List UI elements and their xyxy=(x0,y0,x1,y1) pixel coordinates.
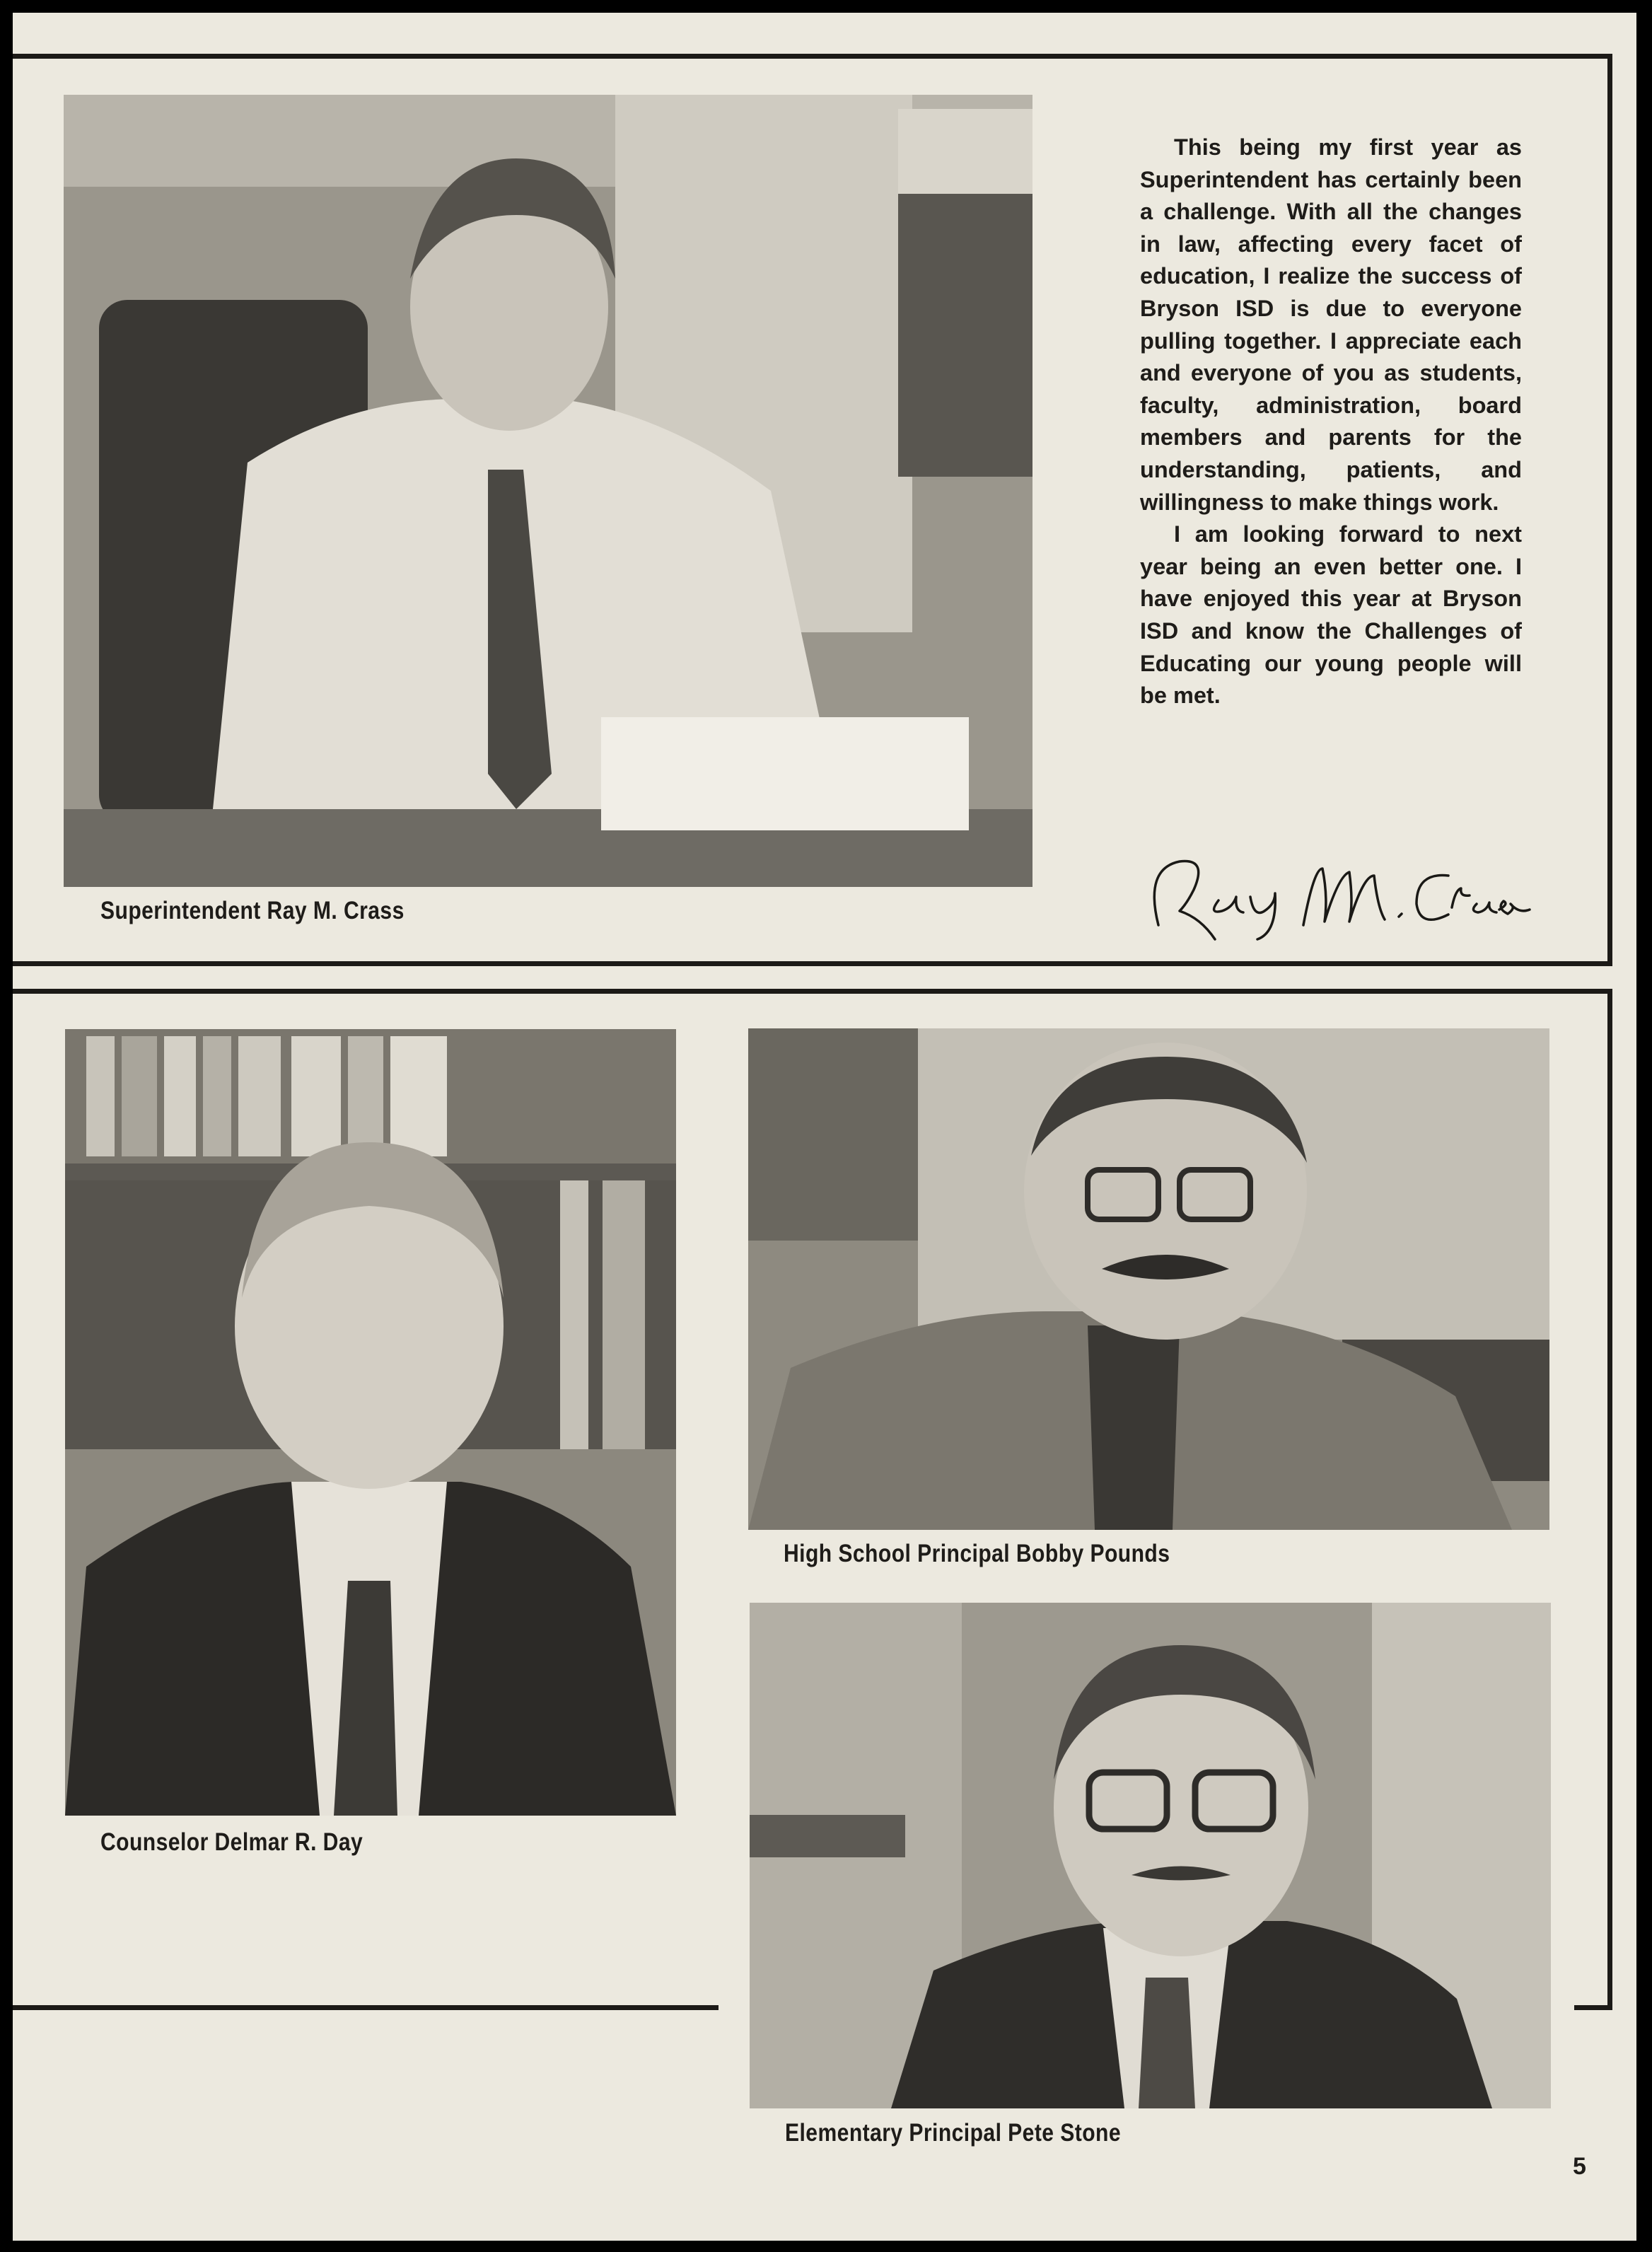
elementary-principal-photo xyxy=(750,1603,1551,2108)
bottom-box-top-border xyxy=(13,989,1612,994)
superintendent-letter xyxy=(1140,132,1522,712)
counselor-photo-image xyxy=(65,1029,676,1816)
high-school-principal-caption: High School Principal Bobby Pounds xyxy=(784,1540,1170,1567)
high-school-principal-photo-image xyxy=(748,1028,1549,1530)
counselor-photo xyxy=(65,1029,676,1816)
superintendent-photo-image xyxy=(64,95,1032,887)
elementary-principal-caption: Elementary Principal Pete Stone xyxy=(785,2119,1122,2147)
high-school-principal-photo xyxy=(748,1028,1549,1530)
superintendent-photo xyxy=(64,95,1032,887)
superintendent-signature xyxy=(1137,840,1533,946)
bottom-box-bottom-right-border xyxy=(1574,2005,1612,2010)
superintendent-caption: Superintendent Ray M. Crass xyxy=(100,897,405,924)
top-box-right-border xyxy=(1607,54,1612,966)
yearbook-page xyxy=(13,13,1636,2241)
letter-paragraph-2: I am looking forward to next year being an even better one. I have enjoyed this year at Bryson ISD and know the Challenges of Educating our young people will be met. xyxy=(1140,521,1522,709)
elementary-principal-photo-image xyxy=(750,1603,1551,2108)
top-box-bottom-border xyxy=(13,961,1612,966)
top-box-top-border xyxy=(13,54,1612,59)
page-number: 5 xyxy=(1573,2153,1586,2180)
bottom-box-right-border xyxy=(1607,989,1612,2010)
letter-paragraph-1: This being my first year as Superintendent has certainly been a challenge. With all the changes in law, affecting every facet of education, I realize the success of Bryson ISD is due to everyone pulling together. I appreciate each and everyone of you as students, faculty, administration, board members and parents for the understanding, patients, and willingness to make things work. xyxy=(1140,134,1522,515)
bottom-box-bottom-left-border xyxy=(13,2005,719,2010)
counselor-caption: Counselor Delmar R. Day xyxy=(100,1828,363,1856)
